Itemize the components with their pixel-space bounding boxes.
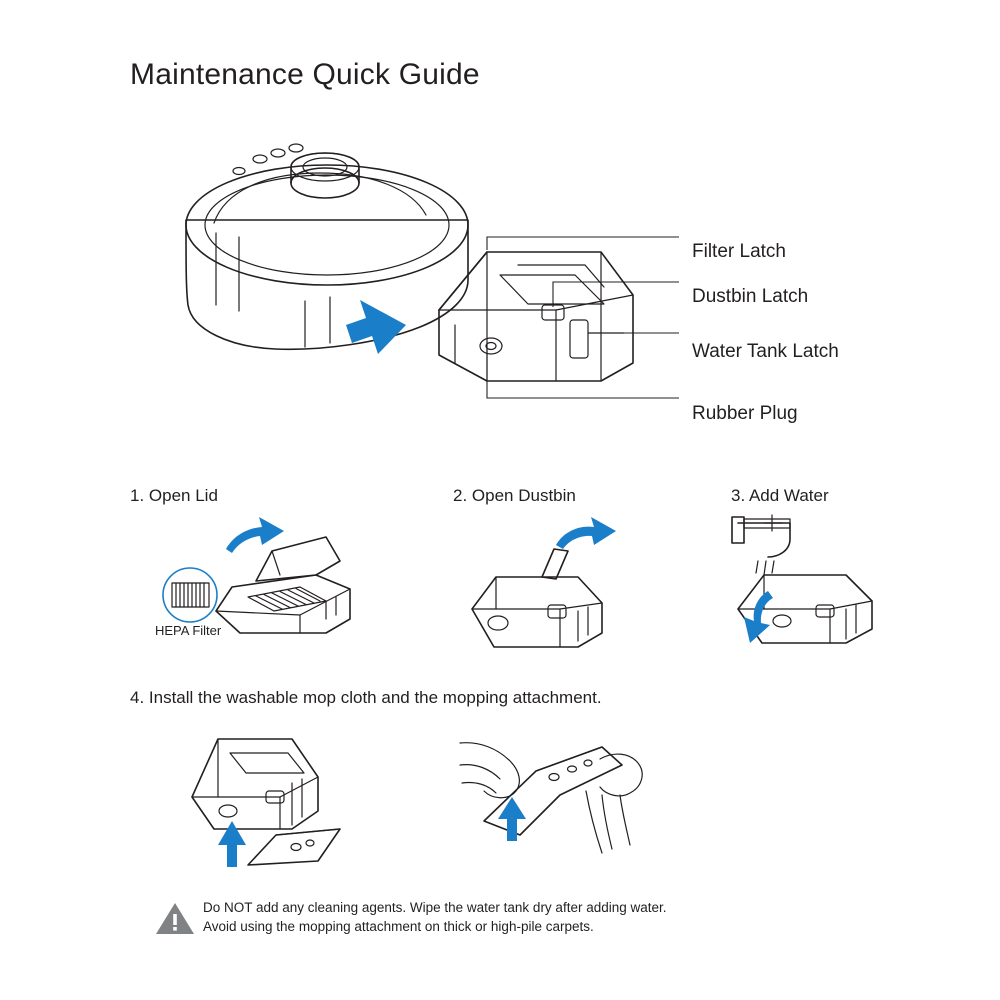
step-4-heading: 4. Install the washable mop cloth and the mopping attachment. [130,688,602,707]
step-1-illustration [120,515,420,665]
step-2-heading: 2. Open Dustbin [453,486,576,505]
leader-filter-latch [487,237,679,250]
step-4b-illustration [450,725,730,885]
robot-vacuum-illustration [186,144,468,349]
warning-note-line-2: Avoid using the mopping attachment on thick or high-pile carpets. [203,919,594,934]
top-diagram [0,115,1000,445]
step-3-illustration [720,505,980,655]
leader-rubber-plug [487,348,679,398]
remove-tank-arrow [346,300,406,354]
hepa-filter-label: HEPA Filter [155,623,222,638]
warning-triangle-icon [155,901,195,936]
step-4a-illustration [170,725,450,885]
step-1-heading: 1. Open Lid [130,486,218,505]
page-title: Maintenance Quick Guide [130,58,480,91]
callout-label-filter-latch: Filter Latch [692,241,786,262]
callout-label-dustbin-latch: Dustbin Latch [692,286,809,307]
warning-note-line-1: Do NOT add any cleaning agents. Wipe the water tank dry after adding water. [203,900,667,915]
callout-label-water-tank-latch: Water Tank Latch [692,341,839,362]
callout-leader-lines [487,237,679,398]
callout-label-rubber-plug: Rubber Plug [692,403,798,424]
leader-dustbin-latch [553,282,679,307]
step-3-heading: 3. Add Water [731,486,829,505]
step-2-illustration [450,515,710,665]
